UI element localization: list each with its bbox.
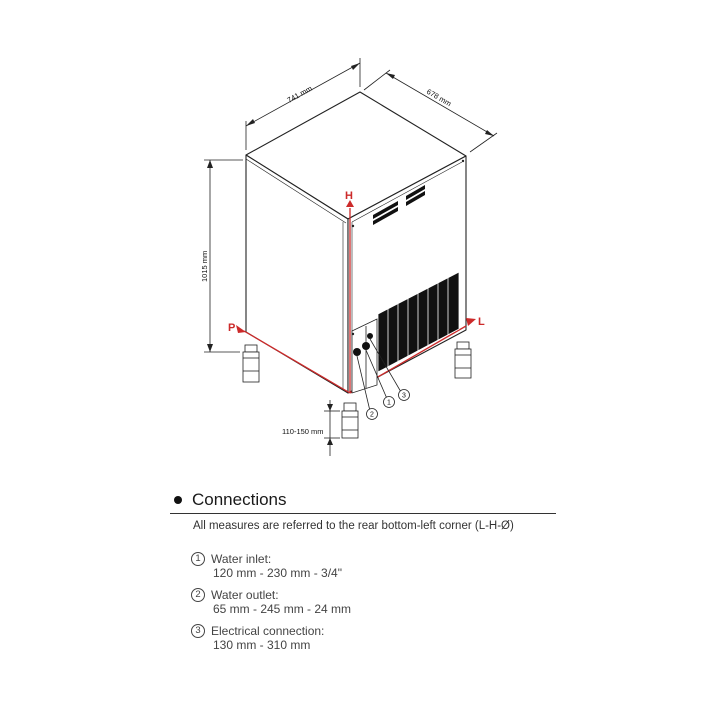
- connection-values: 65 mm - 245 mm - 24 mm: [213, 602, 352, 616]
- electrical-connection-port: [367, 333, 373, 339]
- water-outlet-port: [353, 348, 361, 356]
- connection-values: 120 mm - 230 mm - 3/4": [213, 566, 342, 580]
- svg-text:2: 2: [370, 411, 374, 419]
- foot-right: [455, 342, 471, 378]
- dimension-width: 741 mm: [285, 83, 314, 105]
- svg-text:3: 3: [402, 392, 406, 400]
- bullet-icon: [174, 496, 182, 504]
- connection-label: Water outlet:: [211, 588, 279, 602]
- connection-item-electrical: [191, 624, 491, 652]
- axis-label-p: P: [228, 322, 236, 334]
- circled-number-1: 1: [191, 552, 205, 566]
- dimension-depth: 678 mm: [425, 86, 453, 109]
- foot-front: [342, 403, 358, 438]
- l-arrow-icon: [466, 318, 476, 326]
- connection-label: Water inlet:: [211, 552, 272, 566]
- connection-values: 130 mm - 310 mm: [213, 638, 311, 652]
- connections-heading: [174, 488, 574, 512]
- svg-text:1: 1: [387, 399, 391, 407]
- connection-item-water-inlet: [191, 552, 491, 580]
- axis-label-h: H: [345, 190, 353, 202]
- heading-divider: [170, 513, 556, 514]
- connection-item-water-outlet: [191, 588, 491, 616]
- foot-left: [243, 345, 259, 382]
- axis-label-l: L: [478, 316, 485, 328]
- connections-heading-text: Connections: [192, 490, 287, 509]
- water-inlet-port: [362, 342, 370, 350]
- p-arrow-icon: [236, 325, 246, 333]
- connection-panel: [352, 319, 377, 393]
- circled-number-3: 3: [191, 624, 205, 638]
- callout-3: [399, 390, 410, 401]
- connection-label: Electrical connection:: [211, 624, 325, 638]
- connections-subtitle: All measures are referred to the rear bottom-left corner (L-H-Ø): [193, 520, 514, 532]
- circled-number-2: 2: [191, 588, 205, 602]
- dimension-height: 1015 mm: [200, 250, 209, 282]
- callout-2: [367, 409, 378, 420]
- dimension-feet: 110-150 mm: [282, 427, 324, 436]
- callout-1: [384, 397, 395, 408]
